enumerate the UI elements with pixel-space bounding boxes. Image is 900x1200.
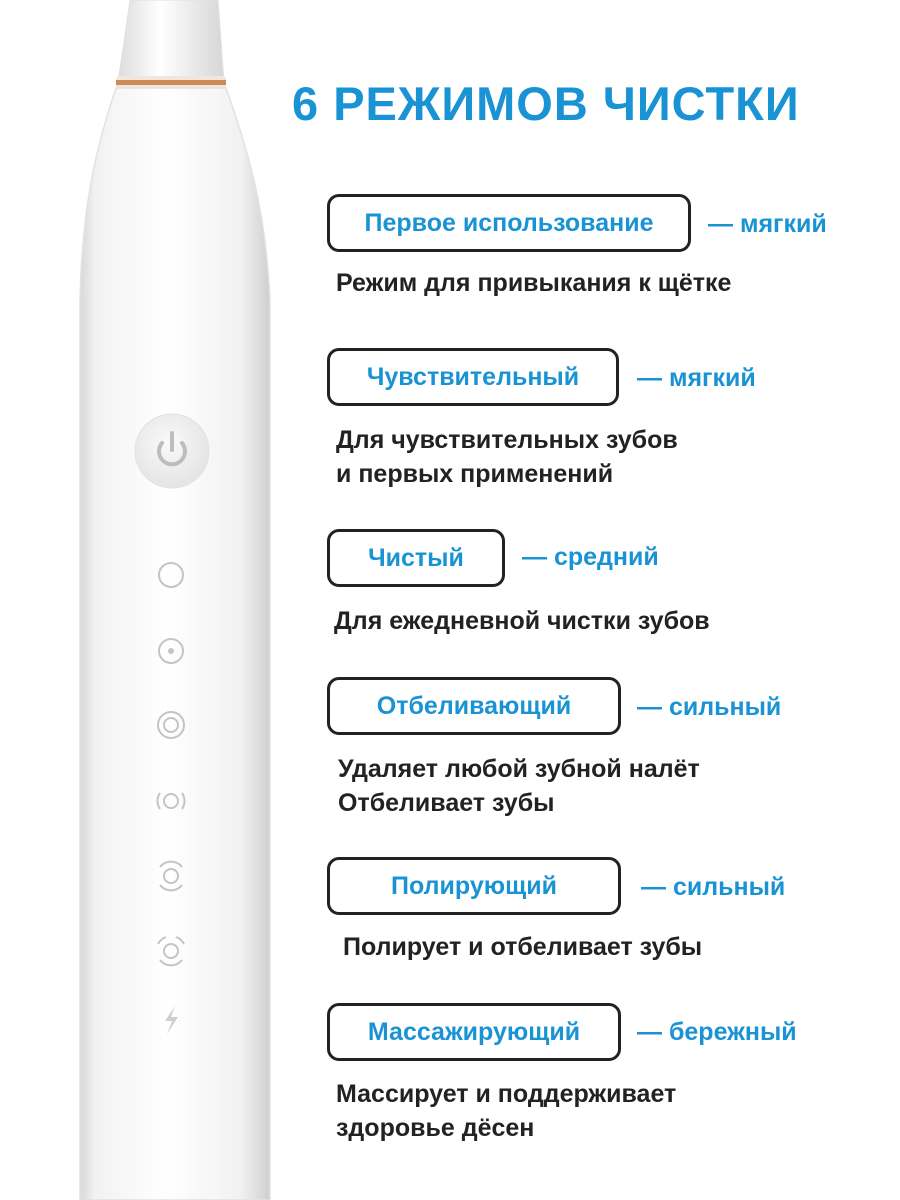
mode-intensity: — средний bbox=[522, 543, 659, 571]
mode-name-pill: Первое использование bbox=[327, 194, 691, 252]
mode-description-line: Массирует и поддерживает bbox=[336, 1080, 677, 1108]
brush-neck bbox=[118, 0, 224, 82]
mode-description bbox=[336, 423, 678, 491]
mode-intensity: — мягкий bbox=[637, 364, 756, 392]
mode-description bbox=[334, 604, 710, 638]
mode-description-line: Для ежедневной чистки зубов bbox=[334, 607, 710, 635]
mode-description bbox=[336, 1077, 676, 1145]
mode-name-pill: Полирующий bbox=[327, 857, 621, 915]
mode-description bbox=[336, 266, 731, 300]
mode-name-pill: Чувствительный bbox=[327, 348, 619, 406]
brush-body bbox=[80, 88, 270, 1200]
mode-description-line: Удаляет любой зубной налёт bbox=[338, 755, 700, 783]
mode-description bbox=[338, 752, 700, 820]
mode-description-line: Для чувствительных зубов bbox=[336, 426, 678, 454]
mode-intensity: — сильный bbox=[637, 693, 782, 721]
power-button-icon[interactable] bbox=[135, 414, 209, 488]
mode-description-line: и первых применений bbox=[336, 460, 614, 488]
toothbrush-illustration bbox=[0, 0, 300, 1200]
mode-name-pill: Чистый bbox=[327, 529, 505, 587]
mode-description-line: здоровье дёсен bbox=[336, 1114, 535, 1142]
mode-intensity: — бережный bbox=[637, 1018, 797, 1046]
mode-description-line: Режим для привыкания к щётке bbox=[336, 269, 732, 297]
mode-description-line: Отбеливает зубы bbox=[338, 789, 555, 817]
mode-intensity: — мягкий bbox=[708, 210, 827, 238]
mode-description bbox=[343, 930, 702, 964]
mode-description-line: Полирует и отбеливает зубы bbox=[343, 933, 703, 961]
mode-name-pill: Отбеливающий bbox=[327, 677, 621, 735]
mode-name-pill: Массажирующий bbox=[327, 1003, 621, 1061]
mode-intensity: — сильный bbox=[641, 873, 786, 901]
page-title: 6 РЕЖИМОВ ЧИСТКИ bbox=[292, 77, 800, 130]
